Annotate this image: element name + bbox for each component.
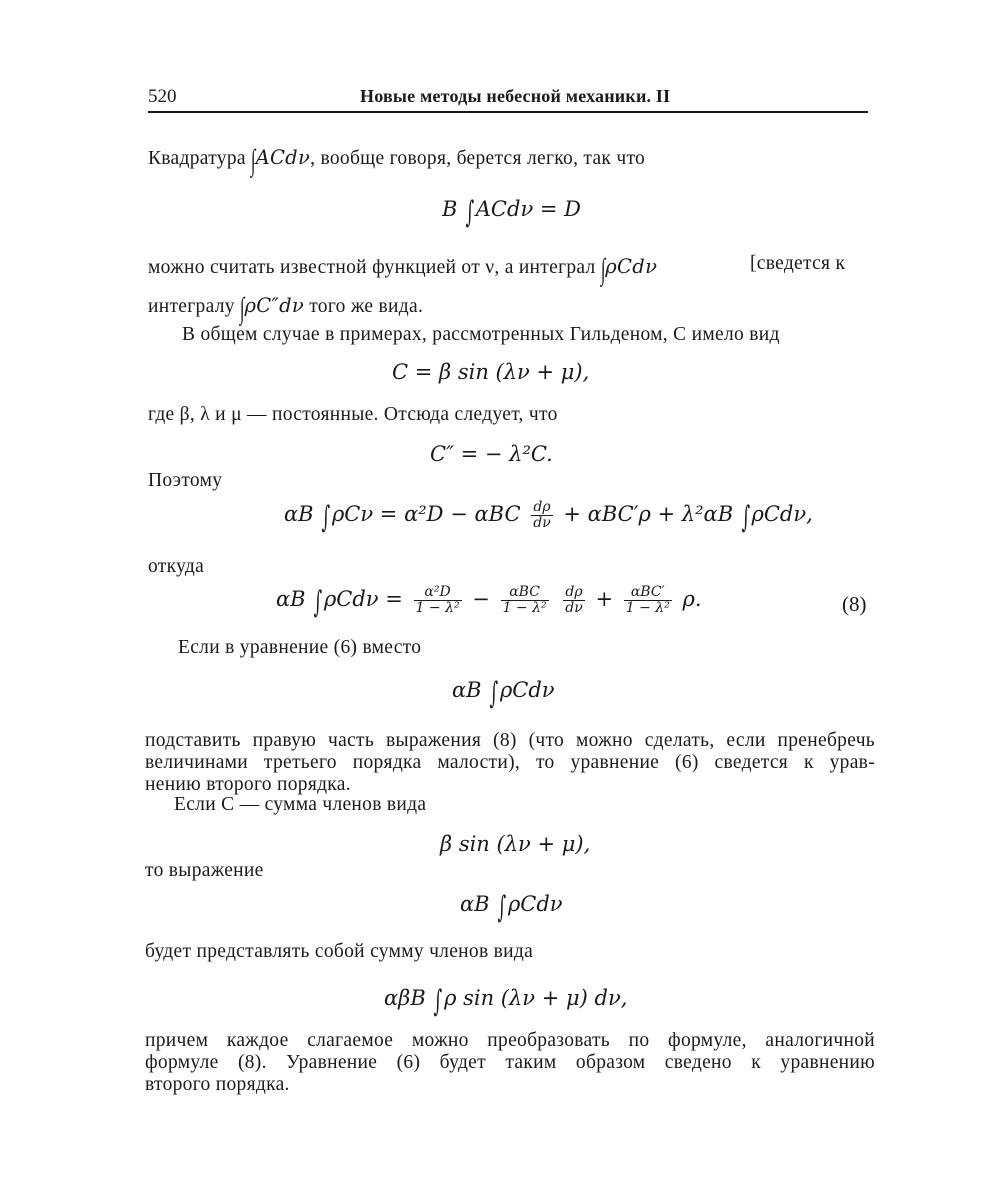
text-segment: , вообще говоря, берется легко, так что bbox=[310, 148, 646, 169]
integral-sign: ∫ bbox=[741, 500, 750, 535]
inline-formula: ACdν bbox=[255, 146, 311, 169]
paragraph-conclusion bbox=[145, 1030, 875, 1096]
running-title: Новые методы небесной механики. II bbox=[360, 86, 671, 106]
integral-sign: ∫ bbox=[489, 676, 499, 711]
text-segment: Квадратура bbox=[148, 148, 246, 169]
formula-part: ρ. bbox=[682, 587, 702, 611]
equation-alpha-beta-integral bbox=[384, 984, 627, 1019]
page-header bbox=[148, 84, 868, 114]
paragraph-if-in-equation: Если в уравнение (6) вместо bbox=[178, 637, 422, 658]
fraction-abc: $\frac{\text{αBC}}{\text{1 − λ²}}$ bbox=[502, 584, 547, 616]
equation-8 bbox=[276, 585, 702, 620]
formula-part: αβB bbox=[384, 986, 426, 1010]
formula-part: ρCdν = bbox=[323, 587, 403, 611]
fraction-drho-dnu: $\frac{d\rho}{d\nu}$ bbox=[533, 499, 551, 531]
integral-sign: ∫ bbox=[433, 984, 443, 1019]
formula-part: ρCdν bbox=[499, 678, 555, 702]
integral-sign: ∫ bbox=[313, 585, 323, 620]
formula-part: αB bbox=[276, 587, 306, 611]
text-line: нению второго порядка. bbox=[145, 774, 351, 795]
equation-abrhocdnu-2 bbox=[460, 890, 563, 925]
equation-c-sine: C = β sin (λν + μ), bbox=[392, 360, 590, 384]
text-line: второго порядка. bbox=[145, 1074, 290, 1095]
paragraph-known-function bbox=[148, 253, 876, 287]
integral-sign: ∫ bbox=[600, 253, 606, 286]
text-line: причем каждое слагаемое можно преобразовать по формуле, аналогичной bbox=[145, 1030, 875, 1051]
text-segment: интегралу bbox=[148, 296, 235, 317]
paragraph-substitute bbox=[145, 730, 875, 796]
paragraph-if-c-sum: Если C — сумма членов вида bbox=[174, 794, 427, 815]
integral-sign: ∫ bbox=[239, 292, 245, 325]
formula-part: ρCν = α²D − αBC bbox=[331, 502, 521, 526]
paragraph-integral-line bbox=[148, 292, 423, 326]
formula-part: αB bbox=[460, 892, 490, 916]
paragraph-quadrature bbox=[148, 144, 645, 178]
paragraph-constants: где β, λ и μ — постоянные. Отсюда следует, что bbox=[148, 404, 558, 425]
equation-integral-expansion bbox=[284, 500, 813, 535]
inline-formula: ρCdν bbox=[605, 255, 658, 278]
minus-sign: − bbox=[472, 587, 490, 611]
equation-number: (8) bbox=[842, 592, 867, 616]
formula-part: ACdν = D bbox=[475, 197, 581, 221]
paragraph-will-represent: будет представлять собой сумму членов вида bbox=[145, 941, 534, 962]
formula-part: ρCdν, bbox=[751, 502, 813, 526]
fraction-abc-prime: $\frac{\text{αBC′}}{\text{1 − λ²}}$ bbox=[625, 584, 670, 616]
fraction-a2d: $\frac{\text{α²D}}{\text{1 − λ²}}$ bbox=[415, 584, 460, 616]
paragraph-whence: откуда bbox=[148, 556, 205, 577]
integral-sign: ∫ bbox=[465, 195, 475, 230]
plus-sign: + bbox=[595, 587, 614, 611]
fraction-drho-dnu: $\frac{d\rho}{d\nu}$ bbox=[565, 584, 583, 616]
equation-abrhocdnu bbox=[452, 676, 555, 711]
equation-bd bbox=[442, 195, 581, 230]
integral-sign: ∫ bbox=[250, 144, 256, 177]
integral-sign: ∫ bbox=[497, 890, 507, 925]
equation-c-second-derivative: C″ = − λ²C. bbox=[430, 442, 553, 466]
header-rule bbox=[148, 111, 868, 113]
text-line: формуле (8). Уравнение (6) будет таким образом сведено к уравнению bbox=[145, 1052, 875, 1073]
text-line: величинами третьего порядка малости), то уравнение (6) сведется к урав- bbox=[145, 752, 875, 773]
paragraph-the-expression: то выражение bbox=[145, 860, 264, 881]
text-segment: того же вида. bbox=[309, 296, 424, 317]
formula-part: + αBC′ρ + λ²αB bbox=[563, 502, 734, 526]
equation-beta-sine: β sin (λν + μ), bbox=[440, 832, 591, 856]
formula-part: αB bbox=[284, 502, 314, 526]
integral-sign: ∫ bbox=[321, 500, 331, 535]
formula-part: ρCdν bbox=[507, 892, 563, 916]
paragraph-gylden: В общем случае в примерах, рассмотренных Гильденом, C имело вид bbox=[182, 324, 780, 345]
formula-part: αB bbox=[452, 678, 482, 702]
formula-part: B bbox=[442, 197, 458, 221]
text-segment: [сведется к bbox=[750, 253, 846, 274]
paragraph-therefore: Поэтому bbox=[148, 470, 223, 491]
text-line: подставить правую часть выражения (8) (что можно сделать, если пренебречь bbox=[145, 730, 875, 751]
inline-formula: ρC″dν bbox=[244, 294, 305, 317]
formula-part: ρ sin (λν + μ) dν, bbox=[444, 986, 628, 1010]
page-number: 520 bbox=[148, 86, 177, 107]
text-segment: можно считать известной функцией от ν, а интеграл bbox=[148, 257, 596, 278]
